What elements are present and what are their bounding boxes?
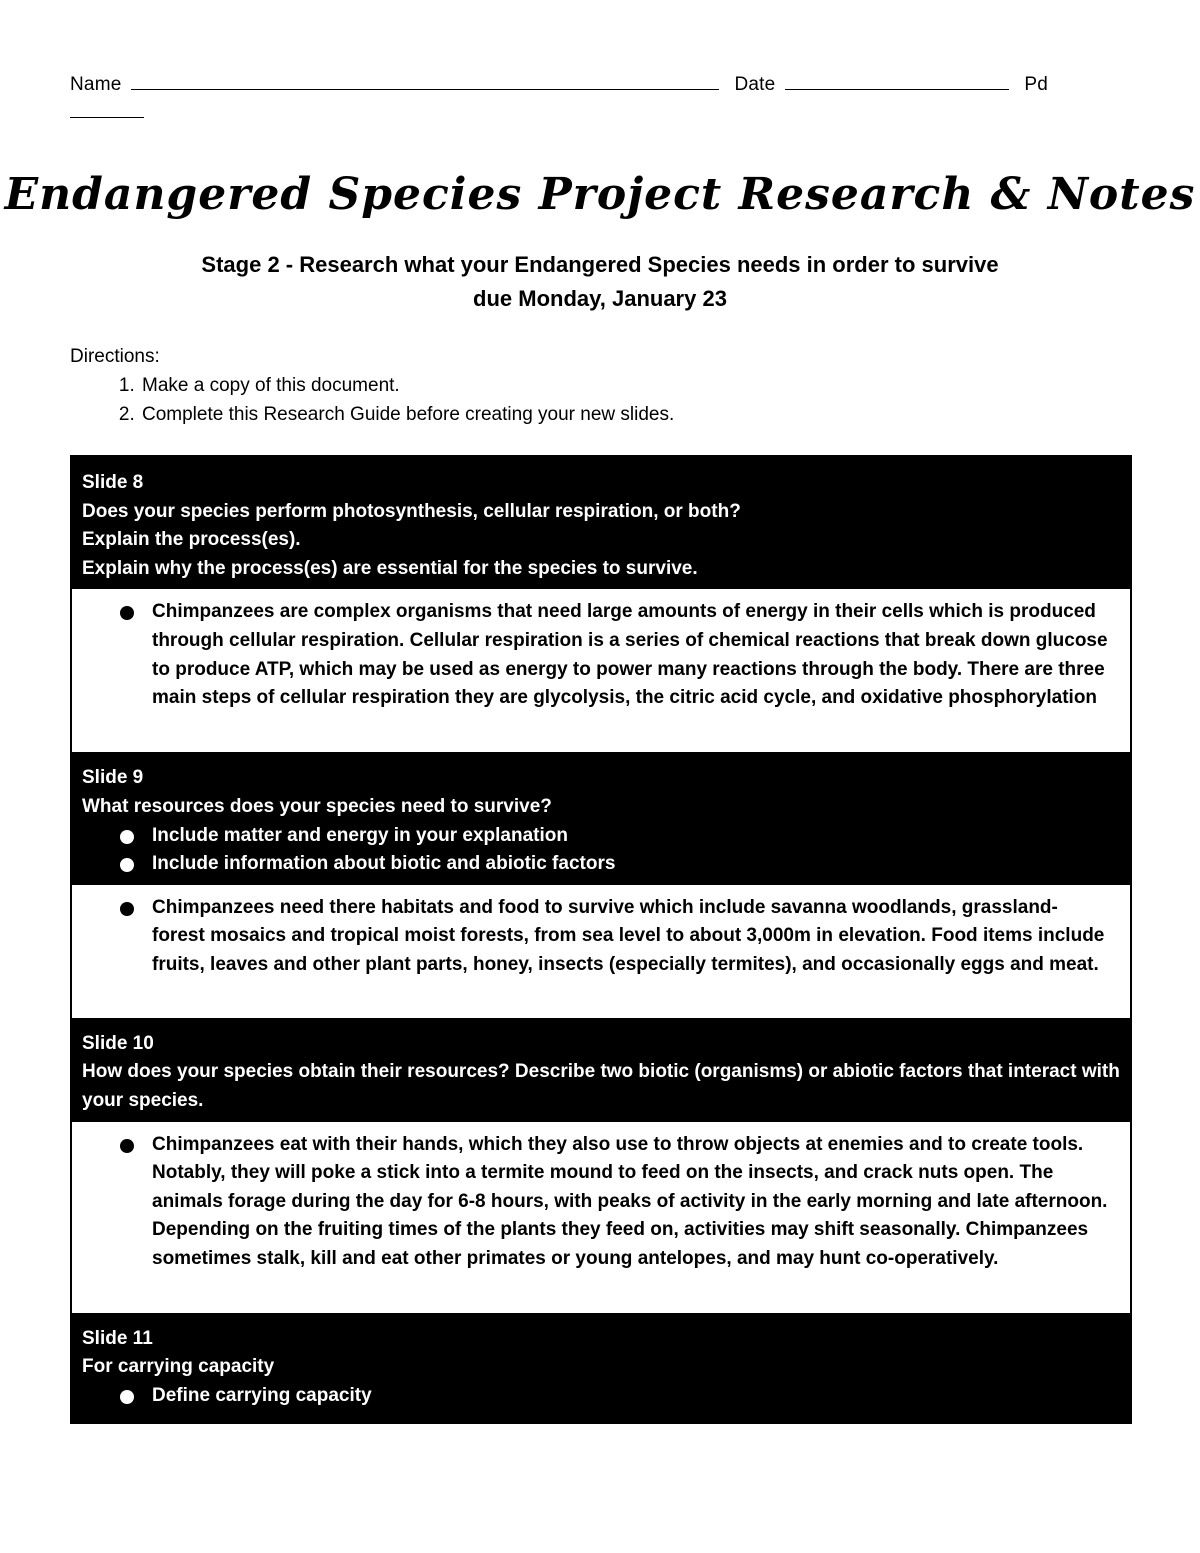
- prompt-line: What resources does your species need to survive?: [82, 795, 552, 817]
- name-label: Name: [70, 74, 122, 95]
- due-date: due Monday, January 23: [473, 286, 727, 311]
- prompt-bullet: [82, 850, 1120, 879]
- direction-step: 2. Complete this Research Guide before creating your new slides.: [140, 400, 1130, 429]
- student-info-line: [70, 70, 1130, 100]
- prompt-line: Explain the process(es).: [82, 529, 301, 551]
- prompt-line: Explain why the process(es) are essential for the species to survive.: [82, 557, 698, 579]
- answer-item: [82, 1131, 1108, 1274]
- prompt-line: For carrying capacity: [82, 1356, 275, 1378]
- prompt-bullet: [82, 1382, 1120, 1411]
- date-label: Date: [734, 74, 776, 95]
- answer-list: [82, 1131, 1108, 1274]
- prompt-line: How does your species obtain their resources? Describe two biotic (organisms) or abiotic factors that interact with your species.: [82, 1061, 1120, 1111]
- slide-heading: Slide 9: [82, 767, 144, 789]
- directions-section: [70, 342, 1130, 429]
- slide-heading: Slide 11: [82, 1327, 153, 1349]
- answer-list: [82, 598, 1108, 712]
- research-table: [70, 455, 1132, 1424]
- bullet-icon: [120, 1390, 134, 1404]
- slide-10-prompt: [72, 1018, 1130, 1122]
- answer-text: Chimpanzees eat with their hands, which they also use to throw objects at enemies and to create tools. Notably, they will poke a stick into a termite mound to feed on the insects, and crack nuts open. The animals forage during the day for 6-8 hours, with peaks of activity in the early morning and late afternoon. Depending on the fruiting times of the plants they feed on, activities may shift seasonally. Chimpanzees sometimes stalk, kill and eat other primates or young antelopes, and may hunt co-operatively.: [152, 1133, 1108, 1269]
- prompt-bullet-text: Include information about biotic and abiotic factors: [152, 853, 616, 875]
- prompt-line: Does your species perform photosynthesis, cellular respiration, or both?: [82, 500, 741, 522]
- prompt-bullet-text: Include matter and energy in your explanation: [152, 824, 568, 846]
- slide-10-answer[interactable]: [72, 1122, 1130, 1313]
- prompt-bullet-text: Define carrying capacity: [152, 1384, 372, 1406]
- slide-heading: Slide 10: [82, 1032, 154, 1054]
- slide-heading: Slide 8: [82, 472, 144, 493]
- slide-9-answer[interactable]: [72, 885, 1130, 1018]
- slide-8-prompt: [72, 457, 1130, 589]
- date-blank[interactable]: [785, 71, 1009, 90]
- period-blank[interactable]: [70, 117, 144, 118]
- answer-item: [82, 598, 1108, 712]
- bullet-icon: [120, 830, 134, 844]
- direction-step: 1. Make a copy of this document.: [140, 371, 1130, 400]
- bullet-icon: [120, 606, 134, 620]
- prompt-bullets: [82, 822, 1120, 879]
- slide-11-prompt: [72, 1313, 1130, 1423]
- answer-list: [82, 894, 1108, 980]
- answer-item: [82, 894, 1108, 980]
- period-label: Pd: [1024, 74, 1048, 95]
- slide-9-prompt: [72, 752, 1130, 884]
- stage-subtitle: [0, 248, 1200, 316]
- page-title: Endangered Species Project Research & Notes: [4, 169, 1196, 220]
- prompt-bullet: [82, 822, 1120, 851]
- bullet-icon: [120, 858, 134, 872]
- prompt-bullets: [82, 1382, 1120, 1411]
- directions-label: Directions:: [70, 346, 160, 367]
- bullet-icon: [120, 902, 134, 916]
- slide-8-answer[interactable]: [72, 589, 1130, 752]
- stage-heading: Stage 2 - Research what your Endangered Species needs in order to survive: [201, 252, 999, 277]
- name-blank[interactable]: [131, 71, 719, 90]
- directions-list: [70, 371, 1130, 429]
- bullet-icon: [120, 1139, 134, 1153]
- answer-text: Chimpanzees need there habitats and food to survive which include savanna woodlands, grassland-forest mosaics and tropical moist forests, from sea level to about 3,000m in elevation. Food items include fruits, leaves and other plant parts, honey, insects (especially termites), and occasionally eggs and meat.: [152, 896, 1105, 975]
- answer-text: Chimpanzees are complex organisms that need large amounts of energy in their cells which is produced through cellular respiration. Cellular respiration is a series of chemical reactions that break down glucose to produce ATP, which may be used as energy to power many reactions through the body. There are three main steps of cellular respiration they are glycolysis, the citric acid cycle, and oxidative phosphorylation: [152, 601, 1108, 709]
